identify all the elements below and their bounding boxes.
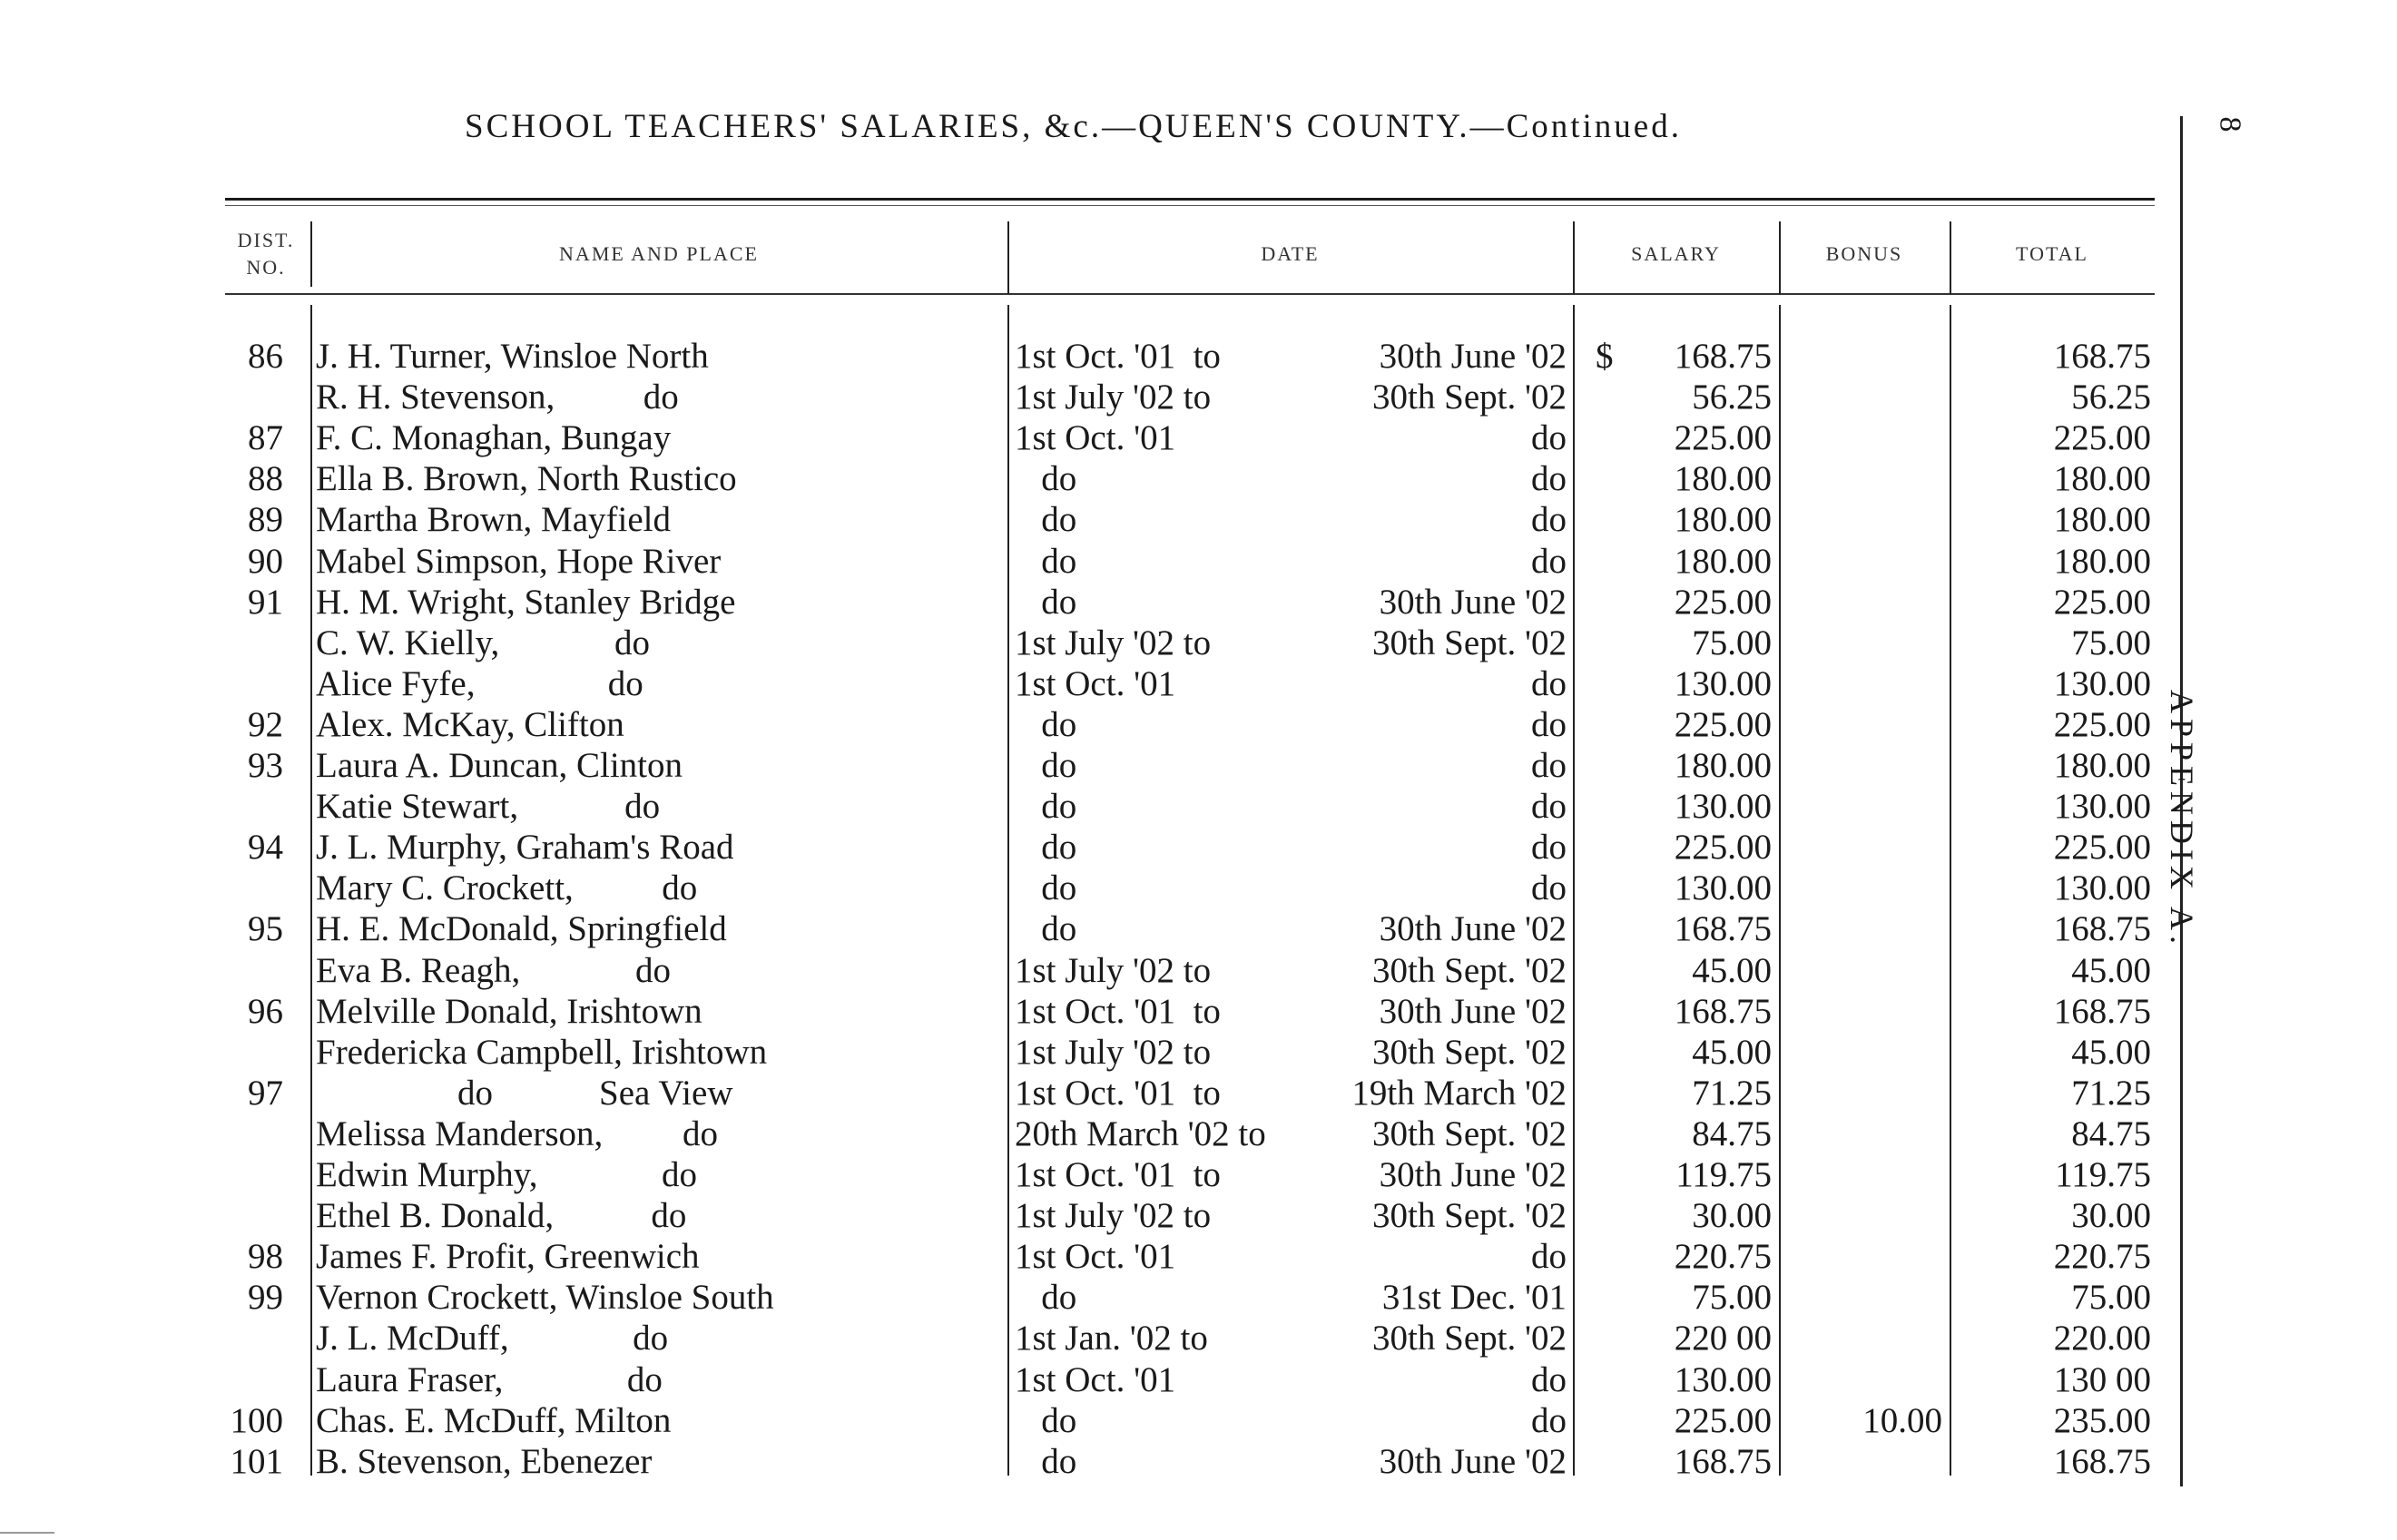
table-row — [0, 786, 2178, 827]
table-row — [0, 377, 2178, 417]
date-to-cell: do — [1531, 418, 1567, 458]
total-cell: 180.00 — [2053, 500, 2151, 540]
date-from-cell: do — [1015, 582, 1077, 622]
date-from-cell: do — [1015, 746, 1077, 785]
total-cell: 30.00 — [2071, 1196, 2151, 1236]
date-to-cell: do — [1531, 500, 1567, 540]
date-to-cell: 30th Sept. '02 — [1372, 1319, 1567, 1359]
date-from-cell: do — [1015, 828, 1077, 868]
table-row — [0, 868, 2178, 908]
date-from-cell: do — [1015, 704, 1077, 744]
date-to-cell: 30th Sept. '02 — [1372, 1196, 1567, 1236]
table-row — [0, 582, 2178, 623]
table-row — [0, 458, 2178, 499]
dist-cell: 97 — [248, 1073, 283, 1113]
name-cell: Alex. McKay, Clifton — [316, 704, 624, 744]
name-cell: J. L. Murphy, Graham's Road — [316, 828, 734, 868]
name-cell: Chas. E. McDuff, Milton — [316, 1400, 672, 1440]
appendix-label: APPENDIX A. — [2164, 690, 2200, 950]
date-from-cell: 1st Oct. '01 — [1015, 663, 1176, 703]
date-from-cell: do — [1015, 868, 1077, 908]
date-to-cell: 30th Sept. '02 — [1372, 1032, 1567, 1072]
date-from-cell: 1st Oct. '01 to — [1015, 1073, 1221, 1113]
name-cell: James F. Profit, Greenwich — [316, 1237, 700, 1277]
salary-cell: 56.25 — [1692, 378, 1772, 417]
table-row — [0, 1032, 2178, 1073]
date-to-cell: do — [1531, 704, 1567, 744]
table-row — [0, 1277, 2178, 1318]
table-row — [0, 1400, 2178, 1441]
salary-cell: 71.25 — [1692, 1073, 1772, 1113]
salary-cell: 75.00 — [1692, 623, 1772, 662]
date-to-cell: do — [1531, 868, 1567, 908]
salary-cell: 180.00 — [1674, 500, 1772, 540]
salary-cell: 168.75 — [1674, 337, 1772, 376]
name-cell: Vernon Crockett, Winsloe South — [316, 1278, 774, 1318]
table-row — [0, 991, 2178, 1032]
total-cell: 225.00 — [2053, 704, 2151, 744]
dist-cell: 90 — [248, 541, 283, 581]
total-cell: 220.00 — [2053, 1319, 2151, 1359]
name-cell: R. H. Stevenson, do — [316, 378, 679, 417]
total-cell: 180.00 — [2053, 459, 2151, 499]
date-to-cell: 30th June '02 — [1379, 1441, 1567, 1481]
salary-cell: 168.75 — [1674, 1441, 1772, 1481]
date-from-cell: do — [1015, 1278, 1077, 1318]
total-cell: 45.00 — [2071, 950, 2151, 990]
name-cell: Ethel B. Donald, do — [316, 1196, 687, 1236]
name-cell: H. E. McDonald, Springfield — [316, 909, 727, 949]
date-from-cell: do — [1015, 500, 1077, 540]
dist-cell: 98 — [248, 1237, 283, 1277]
date-from-cell: 1st Oct. '01 to — [1015, 1155, 1221, 1194]
name-cell: Martha Brown, Mayfield — [316, 500, 671, 540]
dist-cell: 101 — [230, 1441, 283, 1481]
total-cell: 225.00 — [2053, 582, 2151, 622]
date-from-cell: 1st July '02 to — [1015, 378, 1212, 417]
salary-cell: 180.00 — [1674, 541, 1772, 581]
header-salary: SALARY — [1631, 242, 1721, 265]
table-row — [0, 1359, 2178, 1400]
date-from-cell: 1st July '02 to — [1015, 1032, 1212, 1072]
salary-cell: 225.00 — [1674, 582, 1772, 622]
total-cell: 130.00 — [2053, 787, 2151, 827]
date-from-cell: 1st July '02 to — [1015, 1196, 1212, 1236]
date-to-cell: 30th Sept. '02 — [1372, 623, 1567, 662]
dist-cell: 87 — [248, 418, 283, 458]
header-bottom-rule — [225, 293, 2155, 295]
table-row — [0, 1236, 2178, 1277]
salary-cell: 225.00 — [1674, 1400, 1772, 1440]
dist-cell: 100 — [230, 1400, 283, 1440]
date-from-cell: do — [1015, 1400, 1077, 1440]
date-from-cell: 1st Jan. '02 to — [1015, 1319, 1208, 1359]
table-row — [0, 541, 2178, 582]
date-from-cell: 1st July '02 to — [1015, 623, 1212, 662]
date-to-cell: 31st Dec. '01 — [1381, 1278, 1567, 1318]
date-from-cell: do — [1015, 459, 1077, 499]
date-to-cell: do — [1531, 787, 1567, 827]
salary-cell: 75.00 — [1692, 1278, 1772, 1318]
bonus-cell: 10.00 — [1862, 1400, 1942, 1440]
total-cell: 225.00 — [2053, 418, 2151, 458]
total-cell: 180.00 — [2053, 541, 2151, 581]
date-to-cell: do — [1531, 663, 1567, 703]
salary-cell: 220.75 — [1674, 1237, 1772, 1277]
table-row — [0, 950, 2178, 991]
total-cell: 130 00 — [2053, 1359, 2151, 1399]
total-cell: 75.00 — [2071, 623, 2151, 662]
total-cell: 168.75 — [2053, 909, 2151, 949]
total-cell: 235.00 — [2053, 1400, 2151, 1440]
total-cell: 56.25 — [2071, 378, 2151, 417]
name-cell: C. W. Kielly, do — [316, 623, 650, 662]
currency-symbol: $ — [1596, 337, 1614, 376]
date-to-cell: 30th Sept. '02 — [1372, 950, 1567, 990]
table-row — [0, 704, 2178, 745]
total-cell: 220.75 — [2053, 1237, 2151, 1277]
dist-cell: 93 — [248, 746, 283, 785]
date-from-cell: 1st Oct. '01 to — [1015, 991, 1221, 1031]
total-cell: 168.75 — [2053, 1441, 2151, 1481]
name-cell: Eva B. Reagh, do — [316, 950, 672, 990]
total-cell: 180.00 — [2053, 746, 2151, 785]
total-cell: 84.75 — [2071, 1113, 2151, 1153]
date-to-cell: 30th June '02 — [1379, 1155, 1567, 1194]
header-bonus: BONUS — [1825, 242, 1903, 265]
dist-cell: 95 — [248, 909, 283, 949]
page-title: SCHOOL TEACHERS' SALARIES, &c.—QUEEN'S COUNTY.—Continued. — [465, 108, 1682, 145]
dist-cell: 99 — [248, 1278, 283, 1318]
date-to-cell: do — [1531, 1400, 1567, 1440]
page-number: 8 — [2213, 116, 2247, 132]
table-row — [0, 1113, 2178, 1154]
salary-cell: 30.00 — [1692, 1196, 1772, 1236]
salary-cell: 225.00 — [1674, 704, 1772, 744]
name-cell: Laura A. Duncan, Clinton — [316, 746, 683, 785]
dist-cell: 89 — [248, 500, 283, 540]
table-row — [0, 623, 2178, 663]
salary-cell: 130.00 — [1674, 787, 1772, 827]
total-cell: 75.00 — [2071, 1278, 2151, 1318]
total-cell: 130.00 — [2053, 868, 2151, 908]
total-cell: 168.75 — [2053, 991, 2151, 1031]
table-row — [0, 1073, 2178, 1113]
salary-cell: 84.75 — [1692, 1113, 1772, 1153]
name-cell: Ella B. Brown, North Rustico — [316, 459, 737, 499]
date-from-cell: 1st Oct. '01 — [1015, 418, 1176, 458]
date-to-cell: do — [1531, 828, 1567, 868]
date-to-cell: 30th Sept. '02 — [1372, 1113, 1567, 1153]
table-row — [0, 417, 2178, 458]
dist-cell: 91 — [248, 582, 283, 622]
date-from-cell: do — [1015, 541, 1077, 581]
salary-cell: 45.00 — [1692, 950, 1772, 990]
name-cell: Mary C. Crockett, do — [316, 868, 698, 908]
date-to-cell: do — [1531, 1237, 1567, 1277]
date-from-cell: do — [1015, 787, 1077, 827]
date-from-cell: 1st Oct. '01 — [1015, 1237, 1176, 1277]
name-cell: B. Stevenson, Ebenezer — [316, 1441, 653, 1481]
table-row — [0, 1154, 2178, 1195]
name-cell: Edwin Murphy, do — [316, 1155, 697, 1194]
total-cell: 130.00 — [2053, 663, 2151, 703]
header-date: DATE — [1261, 242, 1320, 265]
date-to-cell: do — [1531, 541, 1567, 581]
salary-cell: 225.00 — [1674, 828, 1772, 868]
total-cell: 71.25 — [2071, 1073, 2151, 1113]
date-to-cell: 30th June '02 — [1379, 909, 1567, 949]
dist-cell: 94 — [248, 828, 283, 868]
table-row — [0, 745, 2178, 786]
table-row — [0, 499, 2178, 540]
dist-cell: 88 — [248, 459, 283, 499]
salary-cell: 130.00 — [1674, 868, 1772, 908]
table-top-rule — [225, 198, 2155, 201]
name-cell: Fredericka Campbell, Irishtown — [316, 1032, 768, 1072]
table-row — [0, 1195, 2178, 1236]
salary-cell: 168.75 — [1674, 991, 1772, 1031]
date-to-cell: 19th March '02 — [1351, 1073, 1567, 1113]
name-cell: J. L. McDuff, do — [316, 1319, 669, 1359]
salary-cell: 119.75 — [1675, 1155, 1772, 1194]
name-cell: Laura Fraser, do — [316, 1359, 663, 1399]
salary-cell: 180.00 — [1674, 459, 1772, 499]
name-cell: J. H. Turner, Winsloe North — [316, 337, 709, 376]
scan-mark — [0, 1532, 54, 1534]
date-to-cell: do — [1531, 1359, 1567, 1399]
date-from-cell: do — [1015, 1441, 1077, 1481]
name-cell: Melville Donald, Irishtown — [316, 991, 702, 1031]
salary-cell: 168.75 — [1674, 909, 1772, 949]
name-cell: Katie Stewart, do — [316, 787, 661, 827]
date-from-cell: 1st July '02 to — [1015, 950, 1212, 990]
table-row — [0, 1318, 2178, 1359]
total-cell: 225.00 — [2053, 828, 2151, 868]
dist-cell: 96 — [248, 991, 283, 1031]
date-from-cell: 1st Oct. '01 — [1015, 1359, 1176, 1399]
header-dist: DIST. NO. — [237, 229, 295, 279]
header-total: TOTAL — [2016, 242, 2088, 265]
date-to-cell: do — [1531, 746, 1567, 785]
name-cell: do Sea View — [316, 1073, 733, 1113]
salary-cell: 225.00 — [1674, 418, 1772, 458]
name-cell: H. M. Wright, Stanley Bridge — [316, 582, 736, 622]
name-cell: Mabel Simpson, Hope River — [316, 541, 722, 581]
table-row — [0, 336, 2178, 377]
salary-cell: 220 00 — [1674, 1319, 1772, 1359]
date-to-cell: 30th June '02 — [1379, 582, 1567, 622]
salary-cell: 130.00 — [1674, 663, 1772, 703]
date-to-cell: 30th June '02 — [1379, 991, 1567, 1031]
total-cell: 119.75 — [2055, 1155, 2151, 1194]
header-name: NAME AND PLACE — [559, 242, 759, 265]
date-from-cell: 20th March '02 to — [1015, 1113, 1266, 1153]
salary-cell: 130.00 — [1674, 1359, 1772, 1399]
date-from-cell: do — [1015, 909, 1077, 949]
dist-cell: 86 — [248, 337, 283, 376]
total-cell: 168.75 — [2053, 337, 2151, 376]
name-cell: Melissa Manderson, do — [316, 1113, 719, 1153]
table-row — [0, 663, 2178, 704]
table-row — [0, 1441, 2178, 1482]
table-row — [0, 908, 2178, 949]
name-cell: F. C. Monaghan, Bungay — [316, 418, 672, 458]
salary-cell: 180.00 — [1674, 746, 1772, 785]
table-top-rule-thin — [225, 205, 2155, 206]
total-cell: 45.00 — [2071, 1032, 2151, 1072]
date-to-cell: do — [1531, 459, 1567, 499]
date-to-cell: 30th June '02 — [1379, 337, 1567, 376]
date-from-cell: 1st Oct. '01 to — [1015, 337, 1221, 376]
dist-cell: 92 — [248, 704, 283, 744]
table-row — [0, 827, 2178, 868]
date-to-cell: 30th Sept. '02 — [1372, 378, 1567, 417]
name-cell: Alice Fyfe, do — [316, 663, 643, 703]
salary-cell: 45.00 — [1692, 1032, 1772, 1072]
